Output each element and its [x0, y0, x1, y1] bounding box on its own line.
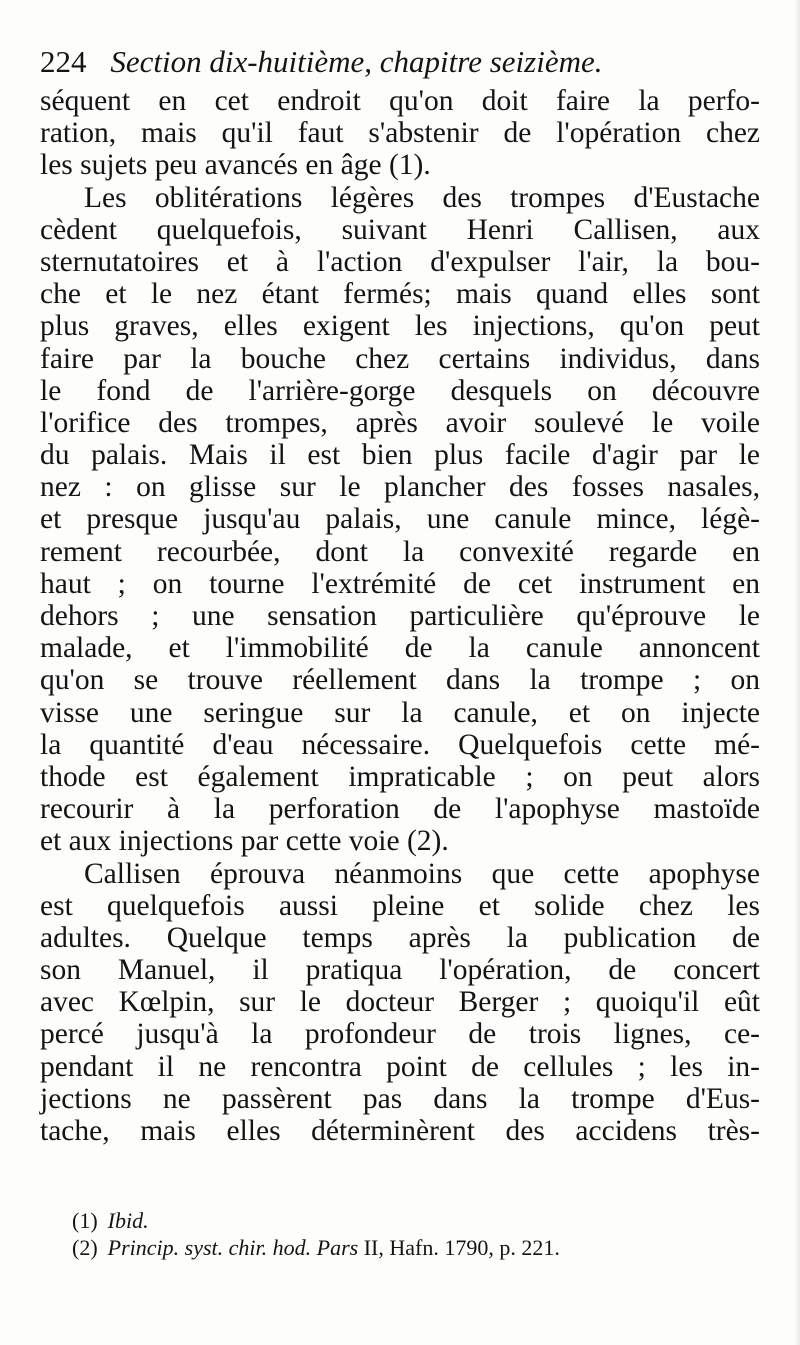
text-line: qu'on se trouve réellement dans la trompe ; on: [40, 664, 760, 697]
text-line: son Manuel, il pratiqua l'opération, de concert: [40, 954, 760, 987]
text-line: malade, et l'immobilité de la canule annoncent: [40, 632, 760, 665]
text-line: rement recourbée, dont la convexité regarde en: [40, 535, 760, 568]
text-line: du palais. Mais il est bien plus facile d'agir par le: [40, 439, 760, 472]
running-head: Section dix-huitième, chapitre seizième.: [110, 44, 603, 79]
text-line: les sujets peu avancés en âge (1).: [40, 149, 431, 182]
text-line: avec Kœlpin, sur le docteur Berger ; quoiqu'il eût: [40, 986, 760, 1019]
text-line: haut ; on tourne l'extrémité de cet instrument en: [40, 567, 760, 600]
text-line: Callisen éprouva néanmoins que cette apophyse: [84, 857, 760, 890]
text-line: la quantité d'eau nécessaire. Quelquefois cette mé-: [40, 728, 760, 761]
text-line: est quelquefois aussi pleine et solide chez les: [40, 889, 760, 922]
text-line: cèdent quelquefois, suivant Henri Callisen, aux: [40, 213, 760, 246]
text-line: tache, mais elles déterminèrent des accidens très-: [40, 1115, 760, 1147]
text-line: séquent en cet endroit qu'on doit faire la perfo-: [40, 85, 760, 117]
footnote: [72, 1234, 712, 1261]
text-line: ration, mais qu'il faut s'abstenir de l'opération chez: [40, 117, 760, 150]
page-number: 224: [40, 44, 87, 79]
text-line: thode est également impraticable ; on peut alors: [40, 760, 760, 793]
text-line: nez : on glisse sur le plancher des fosses nasales,: [40, 471, 760, 504]
text-line: le fond de l'arrière-gorge desquels on découvre: [40, 374, 760, 407]
footnote-mark: (2): [72, 1235, 98, 1260]
footnote-citation: Princip. syst. chir. hod. Pars: [107, 1235, 359, 1260]
body-text: [40, 85, 760, 1147]
footnotes: [72, 1207, 712, 1261]
text-line: et aux injections par cette voie (2).: [40, 825, 449, 858]
text-line: dehors ; une sensation particulière qu'éprouve le: [40, 600, 760, 632]
text-line: faire par la bouche chez certains individus, dans: [40, 342, 760, 375]
text-line: plus graves, elles exigent les injections, qu'on peut: [40, 310, 760, 343]
text-line: sternutatoires et à l'action d'expulser l'air, la bou-: [40, 245, 760, 278]
text-line: et presque jusqu'au palais, une canule mince, légè-: [40, 503, 760, 536]
text-line: che et le nez étant fermés; mais quand elles sont: [40, 278, 760, 311]
footnote-citation: Ibid.: [107, 1208, 149, 1233]
footnote-reference: II, Hafn. 1790, p. 221.: [358, 1235, 560, 1260]
text-line: adultes. Quelque temps après la publication de: [40, 921, 760, 954]
text-line: recourir à la perforation de l'apophyse mastoïde: [40, 793, 760, 826]
text-line: percé jusqu'à la profondeur de trois lignes, ce-: [40, 1018, 760, 1051]
text-line: Les oblitérations légères des trompes d'Eustache: [84, 181, 760, 214]
text-line: pendant il ne rencontra point de cellules ; les in-: [40, 1050, 760, 1083]
scan-edge-shadow: [794, 0, 800, 1345]
page-header: [40, 40, 760, 84]
footnote: [72, 1207, 712, 1234]
text-line: l'orifice des trompes, après avoir soulevé le voile: [40, 406, 760, 439]
text-line: jections ne passèrent pas dans la trompe d'Eus-: [40, 1082, 760, 1115]
text-line: visse une seringue sur la canule, et on injecte: [40, 696, 760, 729]
footnote-mark: (1): [72, 1208, 98, 1233]
